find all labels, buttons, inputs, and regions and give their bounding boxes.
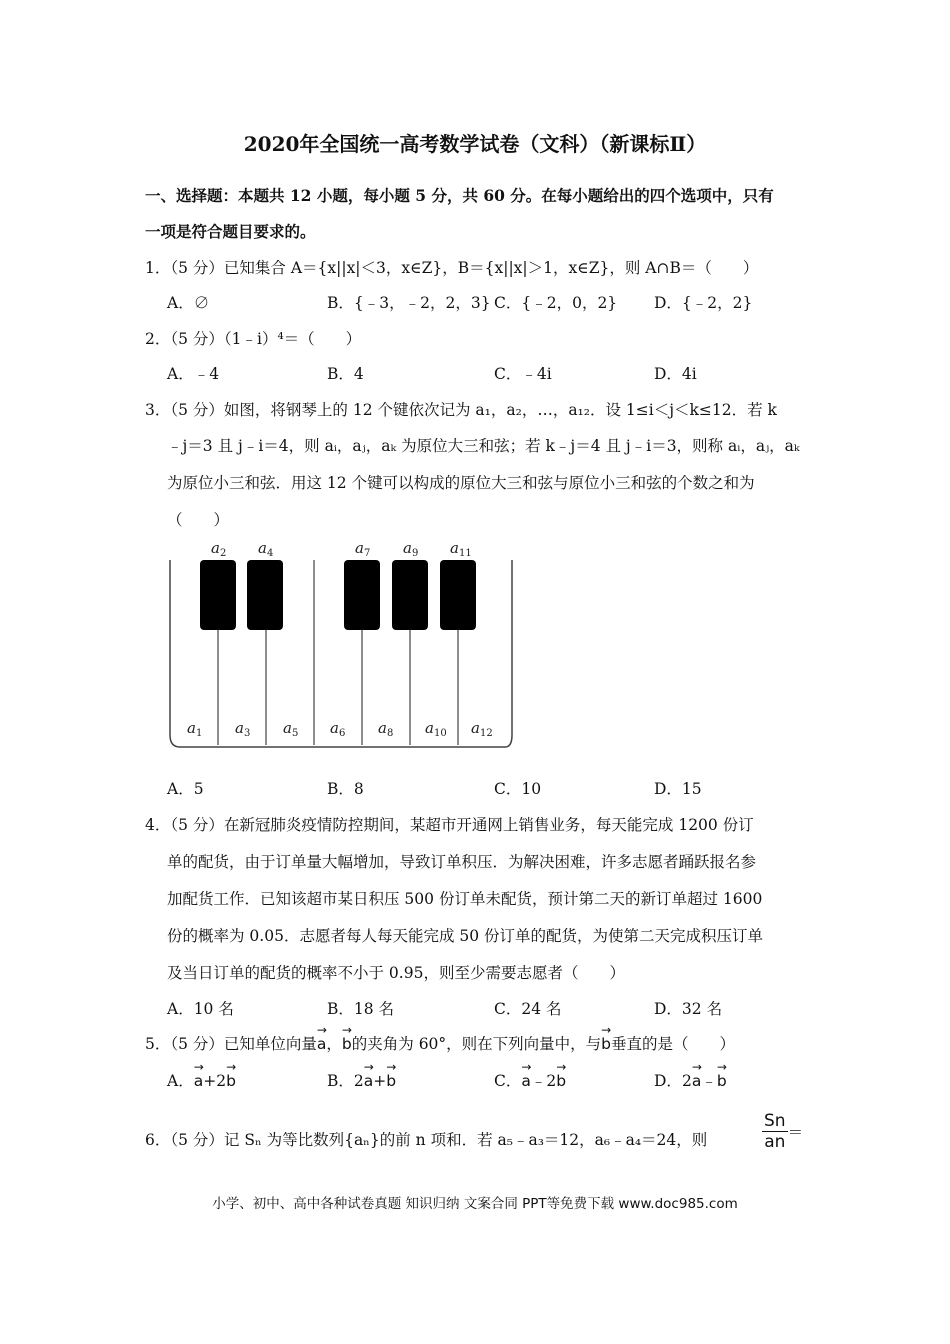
question-3-line4: （ ） [167, 511, 230, 529]
black-key [344, 560, 380, 630]
option-coefficient: 2 [681, 1072, 692, 1090]
q5-stem-mid: 的夹角为 60°，则在下列向量中，与 [351, 1035, 602, 1053]
black-key-label: $a_9$ [403, 539, 419, 559]
section-heading-line1: 一、选择题：本题共 12 小题，每小题 5 分，共 60 分。在每小题给出的四个选项中，只有 [145, 186, 774, 205]
question-3-line3: 为原位小三和弦．用这 12 个键可以构成的原位大三和弦与原位小三和弦的个数之和为 [167, 474, 755, 492]
option-prefix: A． [167, 1072, 194, 1090]
q2-option-b: B．4 [327, 365, 364, 383]
option-coefficient: 2 [353, 1072, 364, 1090]
black-key-label: $a_2$ [211, 539, 227, 559]
piano-keyboard-figure [165, 535, 515, 750]
q2-option-d: D．4i [654, 365, 697, 383]
white-key-label: $a_3$ [235, 719, 251, 739]
option-operator: +2 [203, 1072, 227, 1090]
vector-a: → a [521, 1070, 531, 1090]
q5-option-d [654, 1069, 727, 1091]
q6-fraction [762, 1111, 803, 1152]
white-key-label: $a_1$ [187, 719, 203, 739]
q4-option-a: A．10 名 [167, 1000, 234, 1018]
question-1-stem: 1．（5 分）已知集合 A＝{x||x|＜3，x∈Z}，B＝{x||x|＞1，x∈Z}，则 A∩B＝（ ） [145, 259, 759, 277]
vector-a: → a [194, 1070, 204, 1090]
q5-stem-start: 5．（5 分）已知单位向量 [145, 1035, 317, 1053]
vector-b: → b [601, 1033, 611, 1053]
q3-option-c: C．10 [494, 780, 542, 798]
black-key [440, 560, 476, 630]
option-prefix: D． [654, 1072, 682, 1090]
option-operator: ﹣ [701, 1072, 717, 1090]
white-key-label: $a_6$ [330, 719, 346, 739]
page-footer: 小学、初中、高中各种试卷真题 知识归纳 文案合同 PPT等免费下载 www.doc985.com [212, 1196, 738, 1212]
q4-option-b: B．18 名 [327, 1000, 395, 1018]
question-3-line2: ﹣j＝3 且 j﹣i＝4，则 aᵢ，aⱼ，aₖ 为原位大三和弦；若 k﹣j＝4 且 j﹣i＝3，则称 aᵢ，aⱼ，aₖ [167, 437, 800, 455]
q2-option-c: C．﹣4i [494, 365, 552, 383]
vector-b: → b [226, 1070, 236, 1090]
question-5-stem [145, 1032, 735, 1054]
q4-option-c: C．24 名 [494, 1000, 562, 1018]
q5-option-c [494, 1069, 566, 1091]
white-key-label: $a_{10}$ [425, 719, 447, 739]
white-key-label: $a_8$ [378, 719, 394, 739]
q5-option-a [167, 1069, 236, 1091]
q1-option-a: A．∅ [167, 294, 210, 312]
option-operator: ﹣2 [530, 1072, 557, 1090]
black-key [200, 560, 236, 630]
q1-option-c: C．{﹣2，0，2} [494, 294, 618, 312]
q2-option-a: A．﹣4 [167, 365, 220, 383]
question-3-line1: 3．（5 分）如图，将钢琴上的 12 个键依次记为 a₁，a₂，…，a₁₂．设 1≤i＜j＜k≤12．若 k [145, 401, 777, 419]
q6-stem-text: 6．（5 分）记 Sₙ 为等比数列{aₙ}的前 n 项和．若 a₅﹣a₃＝12，a₆﹣a₄＝24，则 [145, 1131, 708, 1149]
q1-option-d: D．{﹣2，2} [654, 294, 753, 312]
question-4-line3: 加配货工作．已知该超市某日积压 500 份订单未配货，预计第二天的新订单超过 1600 [167, 890, 763, 908]
black-key [247, 560, 283, 630]
question-4-line2: 单的配货，由于订单量大幅增加，导致订单积压．为解决困难，许多志愿者踊跃报名参 [167, 853, 757, 871]
q3-option-d: D．15 [654, 780, 702, 798]
q5-option-b [327, 1069, 396, 1091]
vector-b: → b [556, 1070, 566, 1090]
white-key-label: $a_{12}$ [471, 719, 493, 739]
vector-b: → b [717, 1070, 727, 1090]
white-key-label: $a_5$ [283, 719, 299, 739]
q1-option-b: B．{﹣3，﹣2，2，3} [327, 294, 491, 312]
option-operator: + [373, 1072, 387, 1090]
vector-a: → a [317, 1033, 327, 1053]
black-key-label: $a_4$ [258, 539, 274, 559]
vector-a: → a [364, 1070, 374, 1090]
question-4-line1: 4．（5 分）在新冠肺炎疫情防控期间，某超市开通网上销售业务，每天能完成 1200 份订 [145, 816, 754, 834]
black-key-label: $a_{11}$ [450, 539, 472, 559]
equals-sign: ＝ [787, 1123, 804, 1142]
q3-option-b: B．8 [327, 780, 364, 798]
vector-a: → a [692, 1070, 702, 1090]
q5-stem-end: 垂直的是（ ） [611, 1035, 736, 1053]
question-4-line4: 份的概率为 0.05．志愿者每人每天能完成 50 份订单的配货，为使第二天完成积压订单 [167, 927, 764, 945]
q4-option-d: D．32 名 [654, 1000, 723, 1018]
fraction-denominator: an [764, 1132, 786, 1152]
q3-option-a: A．5 [167, 780, 204, 798]
option-prefix: C． [494, 1072, 522, 1090]
vector-b: → b [386, 1070, 396, 1090]
fraction-numerator: Sn [764, 1111, 786, 1131]
question-4-line5: 及当日订单的配货的概率不小于 0.95，则至少需要志愿者（ ） [167, 964, 625, 982]
black-key-label: $a_7$ [355, 539, 371, 559]
question-2-stem: 2．（5 分）（1﹣i）⁴＝（ ） [145, 330, 362, 348]
option-prefix: B． [327, 1072, 354, 1090]
section-heading-line2: 一项是符合题目要求的。 [145, 222, 316, 241]
vector-b: → b [342, 1033, 352, 1053]
q5-separator: ， [326, 1035, 342, 1053]
black-key [392, 560, 428, 630]
page-title: 2020年全国统一高考数学试卷（文科）（新课标Ⅱ） [243, 132, 707, 156]
question-6-stem [145, 1128, 707, 1150]
